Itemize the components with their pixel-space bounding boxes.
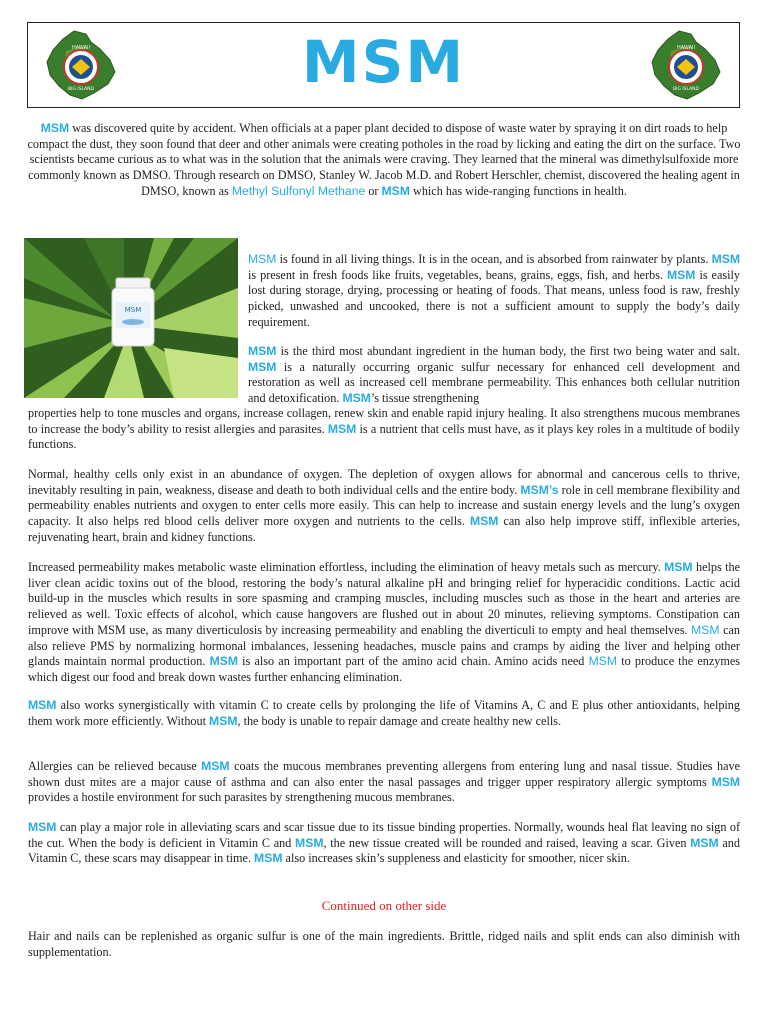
header-box (27, 22, 740, 108)
paragraph-1: MSM is found in all living things. It is in the ocean, and is absorbed from rainwater by plants. MSM is present in fresh foods like fruits, vegetables, beans, grains, eggs, fish, and herbs. MSM is easily lost during storage, drying, processing or heating of foods. That means, unless food is raw, freshly picked, unwashed and uncooked, there is not a sufficient amount to supply the body’s daily requirement. (248, 252, 740, 329)
paragraph-5: MSM also works synergistically with vitamin C to create cells by prolonging the life of Vitamins A, C and E plus other antioxidants, helping them work more efficiently. Without MSM, the body is unable to repair damage and create healthy new cells. (28, 698, 740, 728)
page-title: MSM (301, 28, 466, 96)
bottle-label: MSM (124, 306, 142, 314)
intro-paragraph: MSM was discovered quite by accident. When officials at a paper plant decided to dispose of waste water by spraying it on dirt roads to help compact the dust, they soon found that deer and other animals were creating potholes in the road by licking and eating the dirt on the surface. Two scientists became curious as to what was in the solution that the animals were craving. They learned that the mineral was dimethylsulfoxide more commonly known as DMSO. Through research on DMSO, Stanley W. Jacob M.D. and Robert Herschler, chemist, discovered the healing agent in DMSO, known as Methyl Sulfonyl Methane or MSM which has wide-ranging functions in health. (27, 121, 741, 198)
paragraph-2: MSM is the third most abundant ingredient in the human body, the first two being water and salt. MSM is a naturally occurring organic sulfur necessary for enhanced cell development and restoration as well as increased cell membrane permeability. This enhances both cellular nutrition and detoxification. MSM’s tissue strengthening (248, 344, 740, 406)
msm-bottle-on-palm-leaves-icon (24, 238, 238, 398)
msm-bottle-photo (24, 238, 238, 398)
paragraph-4: Increased permeability makes metabolic waste elimination effortless, including the elimination of heavy metals such as mercury. MSM helps the liver clean acidic toxins out of the blood, restoring the body’s natural alkaline pH and bringing relief for hyperacidic conditions. Lactic acid build-up in the muscles which results in sore spasming and cramping muscles, including muscles such as those in the heart and arteries are relieved as well. Toxic effects of alcohol, which cause hangovers are flushed out in about 20 minutes, relieving symptoms. Constipation can improve with MSM use, as many diverticulosis by increasing permeability and enabling the diverticuli to empty and heal themselves. MSM can also relieve PMS by normalizing hormonal imbalances, lessening headaches, muscle pains and cramps by aiding the liver and helping other glands maintain normal production. MSM is also an important part of the amino acid chain. Amino acids need MSM to produce the enzymes which digest our food and break down wastes further enhancing elimination. (28, 560, 740, 684)
logo-left-top-text: HAWAII (72, 45, 90, 51)
paragraph-6: Allergies can be relieved because MSM coats the mucous membranes preventing allergens from entering lung and nasal tissue. Studies have shown dust mites are a major cause of asthma and can also enter the nasal passages and trigger upper respiratory allergic symptoms MSM provides a hostile environment for such parasites by strengthening mucous membranes. (28, 759, 740, 805)
hawaii-island-logo-icon (649, 29, 723, 101)
logo-right-bottom-text: BIG ISLAND (672, 87, 700, 92)
paragraph-8: Hair and nails can be replenished as organic sulfur is one of the main ingredients. Brittle, ridged nails and split ends can also diminish with supplementation. (28, 929, 740, 959)
continued-note: Continued on other side (321, 898, 447, 913)
paragraph-2-continued: properties help to tone muscles and organs, increase collagen, renew skin and enable rapid injury healing. It also strengthens mucous membranes to increase the body’s ability to resist allergies and parasites. MSM is a nutrient that cells must have, as it plays key roles in a multitude of bodily functions. (28, 406, 741, 452)
paragraph-3: Normal, healthy cells only exist in an abundance of oxygen. The depletion of oxygen allows for abnormal and cancerous cells to thrive, inevitably resulting in pain, weakness, disease and death to both individual cells and the entire body. MSM’s role in cell membrane flexibility and permeability enables nutrients and oxygen to enter cells more easily. This can help to increase and sustain energy levels and the lung’s oxygen capacity. It also helps red blood cells deliver more oxygen and nutrients to the cells. MSM can also help improve stiff, inflexible arteries, rejuvenating heart, brain and kidney functions. (28, 467, 740, 544)
logo-left-bottom-text: BIG ISLAND (67, 87, 95, 92)
paragraph-7: MSM can play a major role in alleviating scars and scar tissue due to its tissue binding properties. Normally, wounds heal flat leaving no sign of the cut. When the body is deficient in Vitamin C and MSM, the new tissue created will be rounded and raised, leaving a scar. Given MSM and Vitamin C, these scars may disappear in time. MSM also increases skin’s suppleness and elasticity for smoother, nicer skin. (28, 820, 740, 866)
logo-right-top-text: HAWAII (677, 45, 695, 51)
